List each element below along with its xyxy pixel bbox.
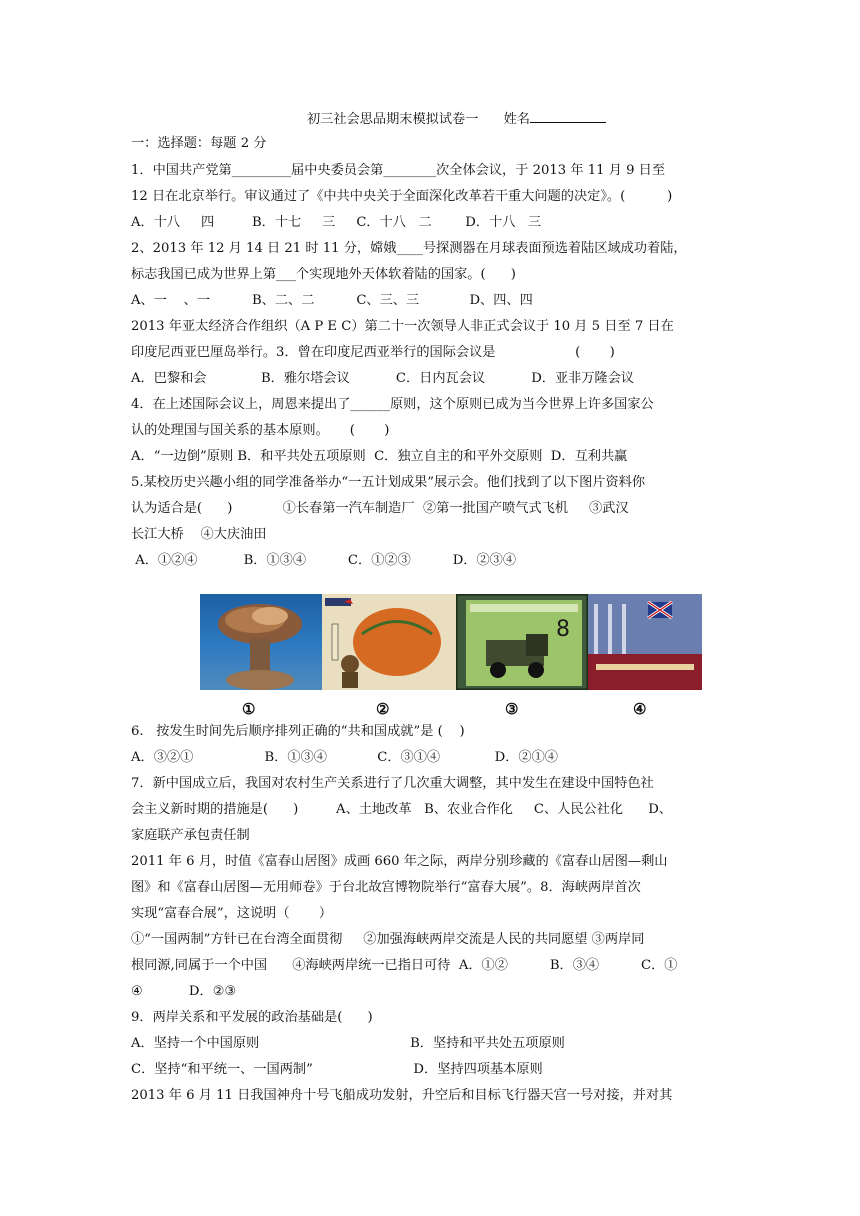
text-line: 2013 年亚太经济合作组织（A P E C）第二十一次领导人非正式会议于 10 月 5 日至 7 日在 [131,319,674,334]
text-line: 标志我国已成为世界上第___个实现地外天体软着陆的国家。( ) [131,267,516,282]
text-line: C．坚持“和平统一、一国两制” D．坚持四项基本原则 [131,1062,543,1077]
text-line: A、一 、一 B、二、二 C、三、三 D、四、四 [131,293,533,308]
text-line: 家庭联产承包责任制 [131,828,250,843]
flag-ceremony-photo [588,594,702,690]
text-line: A．“一边倒”原则 B．和平共处五项原则 C．独立自主的和平外交原则 D．互利共赢 [131,449,628,464]
text-line: 会主义新时期的措施是( ) A、土地改革 B、农业合作化 C、人民公社化 D、 [131,802,672,817]
text-line: 7．新中国成立后，我国对农村生产关系进行了几次重大调整，其中发生在建设中国特色社 [131,776,654,791]
cartoon-photo [322,594,456,690]
text-line: 2011 年 6 月，时值《富春山居图》成画 660 年之际，两岸分别珍藏的《富春山居图—剩山 [131,854,668,869]
text-line: 认为适合是( ) ①长春第一汽车制造厂 ②第一批国产喷气式飞机 ③武汉 [131,501,629,516]
truck-stamp-photo [456,594,588,690]
photo-label: ④ [633,700,647,718]
text-line: 12 日在北京举行。审议通过了《中共中央关于全面深化改革若干重大问题的决定》。( ) [131,189,673,204]
text-line: 2、2013 年 12 月 14 日 21 时 11 分，嫦娥____号探测器在月球表面预选着陆区域成功着陆， [131,241,687,256]
text-line: A．十八 四 B．十七 三 C．十八 二 D．十八 三 [131,215,542,230]
svg-text:8: 8 [556,617,570,642]
text-line: A．巴黎和会 B．雅尔塔会议 C．日内瓦会议 D．亚非万隆会议 [131,371,635,386]
text-line: 根同源,同属于一个中国 ④海峡两岸统一已指日可待 A．①② B．③④ C．① [131,958,678,973]
text-line: ①“一国两制”方针已在台湾全面贯彻 ②加强海峡两岸交流是人民的共同愿望 ③两岸同 [131,932,645,947]
photo-label: ① [242,700,256,718]
photo-label: ③ [505,700,519,718]
text-line: A．坚持一个中国原则 B．坚持和平共处五项原则 [131,1036,565,1051]
text-line: 6. 按发生时间先后顺序排列正确的“共和国成就”是 ( ) [131,724,465,739]
photo-label: ② [376,700,390,718]
text-line: 4．在上述国际会议上，周恩来提出了______原则，这个原则已成为当今世界上许多国家公 [131,397,654,412]
text-line: 图》和《富春山居图—无用师卷》于台北故宫博物院举行“富春大展”。8．海峡两岸首次 [131,880,641,895]
text-line: ④ D．②③ [131,984,237,999]
text-line: 长江大桥 ④大庆油田 [131,527,267,542]
name-label: 姓名 [503,112,530,127]
name-blank [530,109,606,123]
text-line: 5.某校历史兴趣小组的同学准备举办“一五计划成果”展示会。他们找到了以下图片资料你 [131,475,645,490]
text-line: 印度尼西亚巴厘岛举行。3．曾在印度尼西亚举行的国际会议是 ( ) [131,345,615,360]
exam-title-row [307,109,606,127]
text-line: 实现“富春合展”，这说明（ ） [131,906,333,921]
text-line: 一：选择题：每题 2 分 [131,136,267,151]
text-line: 认的处理国与国关系的基本原则。 ( ) [131,423,390,438]
text-line: 1．中国共产党第_________届中央委员会第________次全体会议，于 2013 年 11 月 9 日至 [131,163,666,178]
text-line: 2013 年 6 月 11 日我国神舟十号飞船成功发射，升空后和目标飞行器天宫一号对接，并对其 [131,1088,673,1103]
text-line: A．①②④ B．①③④ C．①②③ D．②③④ [131,553,517,568]
mushroom-cloud-photo [200,594,322,690]
exam-title: 初三社会思品期末模拟试卷一 [307,112,479,127]
text-line: 9．两岸关系和平发展的政治基础是( ) [131,1010,373,1025]
text-line: A．③②① B．①③④ C．③①④ D．②①④ [131,750,558,765]
